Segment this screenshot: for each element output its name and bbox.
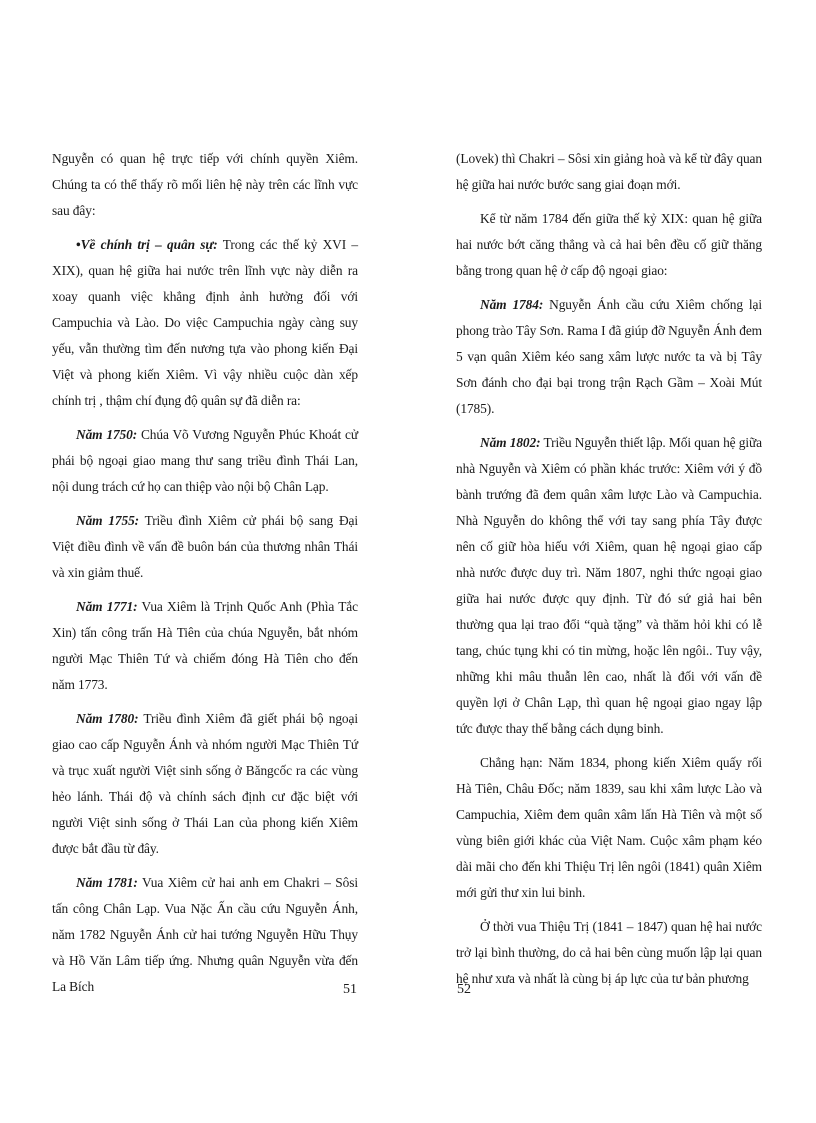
paragraph: (Lovek) thì Chakri – Sôsi xin giảng hoà và kể từ đây quan hệ giữa hai nước bước sang giai đoạn mới.	[456, 151, 762, 192]
paragraph-lead: Về chính trị – quân sự:	[80, 237, 218, 252]
bullet-icon: •	[76, 237, 81, 252]
paragraph: Chẳng hạn: Năm 1834, phong kiến Xiêm quấy rối Hà Tiên, Châu Đốc; năm 1839, sau khi xâm lược Lào và Campuchia, Xiêm đem quân xâm lấn Hà Tiên và một số vùng biên giới khác của Việt Nam. Cuộc xâm phạm kéo dài mãi cho đến khi Thiệu Trị lên ngôi (1841) quân Xiêm mới gửi thư xin lui binh.	[456, 755, 762, 900]
paragraph-lead: Năm 1755:	[76, 513, 140, 528]
paragraph-lead: Năm 1802:	[480, 435, 541, 450]
paragraph: Năm 1771: Vua Xiêm là Trịnh Quốc Anh (Phìa Tắc Xin) tấn công trấn Hà Tiên của chúa Nguyễn, bắt nhóm người Mạc Thiên Tứ và chiếm đóng Hà Tiên cho đến năm 1773.	[52, 599, 358, 692]
paragraph: Năm 1802: Triều Nguyễn thiết lập. Mối quan hệ giữa nhà Nguyễn và Xiêm có phần khác trước: Xiêm với ý đồ bành trướng đã đem quân xâm lược Lào và Campuchia. Nhà Nguyễn do không thể với tay sang phía Tây được nên cố giữ hòa hiếu với Xiêm, quan hệ ngoại giao cấp nhà nước được duy trì. Năm 1807, nghi thức ngoại giao giữa hai nước được quy định. Từ đó sứ giả hai bên thường qua lại trao đổi “quà tặng” và thăm hỏi khi có lễ tang, chúc tụng khi có tin mừng, hoặc lên ngôi.. Tuy vậy, những khi mâu thuẫn lên cao, nhất là đối với vấn đề quyền lợi ở Chân Lạp, thì quan hệ ngoại giao ngay lập tức được thay thế bằng cách dụng binh.	[456, 435, 762, 736]
paragraph-lead: Năm 1750:	[76, 427, 138, 442]
paragraph: Nguyễn có quan hệ trực tiếp với chính quyền Xiêm. Chúng ta có thể thấy rõ mối liên hệ này trên các lĩnh vực sau đây:	[52, 151, 358, 218]
paragraph: Ở thời vua Thiệu Trị (1841 – 1847) quan hệ hai nước trở lại bình thường, do cả hai bên cùng muốn lập lại quan hệ như xưa và nhất là cùng bị áp lực của tư bản phương	[456, 919, 762, 986]
paragraph: Kể từ năm 1784 đến giữa thế kỷ XIX: quan hệ giữa hai nước bớt căng thẳng và cả hai bên đều cố giữ thăng bằng trong quan hệ ở cấp độ ngoại giao:	[456, 211, 762, 278]
paragraph: Năm 1750: Chúa Võ Vương Nguyễn Phúc Khoát cử phái bộ ngoại giao mang thư sang triều đình Thái Lan, nội dung trách cứ họ can thiệp vào nội bộ Chân Lạp.	[52, 427, 358, 494]
page-number-left: 51	[343, 982, 357, 997]
page-number-right: 52	[457, 982, 471, 997]
paragraph: Năm 1784: Nguyễn Ánh cầu cứu Xiêm chống lại phong trào Tây Sơn. Rama I đã giúp đỡ Nguyễn Ánh đem 5 vạn quân Xiêm kéo sang xâm lược nước ta và bị Tây Sơn đánh cho đại bại trong trận Rạch Gầm – Xoài Mút (1785).	[456, 297, 762, 416]
paragraph: Năm 1781: Vua Xiêm cử hai anh em Chakri – Sôsi tấn công Chân Lạp. Vua Nặc Ấn cầu cứu Nguyễn Ánh, năm 1782 Nguyễn Ánh cử hai tướng Nguyễn Hữu Thụy và Hồ Văn Lâm tiếp ứng. Nhưng quân Nguyễn vừa đến La Bích	[52, 875, 358, 994]
paragraph-lead: Năm 1781:	[76, 875, 138, 890]
paragraph-lead: Năm 1780:	[76, 711, 139, 726]
left-page-column	[52, 146, 358, 1008]
paragraph-lead: Năm 1784:	[480, 297, 544, 312]
paragraph: •Về chính trị – quân sự: Trong các thế kỷ XVI – XIX), quan hệ giữa hai nước trên lĩnh vực này diễn ra xoay quanh việc khẳng định ảnh hưởng đối với Campuchia và Lào. Do việc Campuchia ngày càng suy yếu, vẫn thường tìm đến nương tựa vào phong kiến Đại Việt và phong kiến Xiêm. Vì vậy nhiều cuộc dàn xếp chính trị , thậm chí đụng độ quân sự đã diễn ra:	[52, 237, 358, 408]
right-page-column	[456, 146, 762, 1000]
paragraph: Năm 1780: Triều đình Xiêm đã giết phái bộ ngoại giao cao cấp Nguyễn Ánh và nhóm người Mạc Thiên Tứ và trục xuất người Việt sinh sống ở Băngcốc ra các vùng hẻo lánh. Thái độ và chính sách định cư đặc biệt với người Việt sinh sống ở Thái Lan của phong kiến Xiêm được bắt đầu từ đây.	[52, 711, 358, 856]
paragraph-lead: Năm 1771:	[76, 599, 138, 614]
paragraph: Năm 1755: Triều đình Xiêm cử phái bộ sang Đại Việt điều đình về vấn đề buôn bán của thương nhân Thái và xin giảm thuế.	[52, 513, 358, 580]
